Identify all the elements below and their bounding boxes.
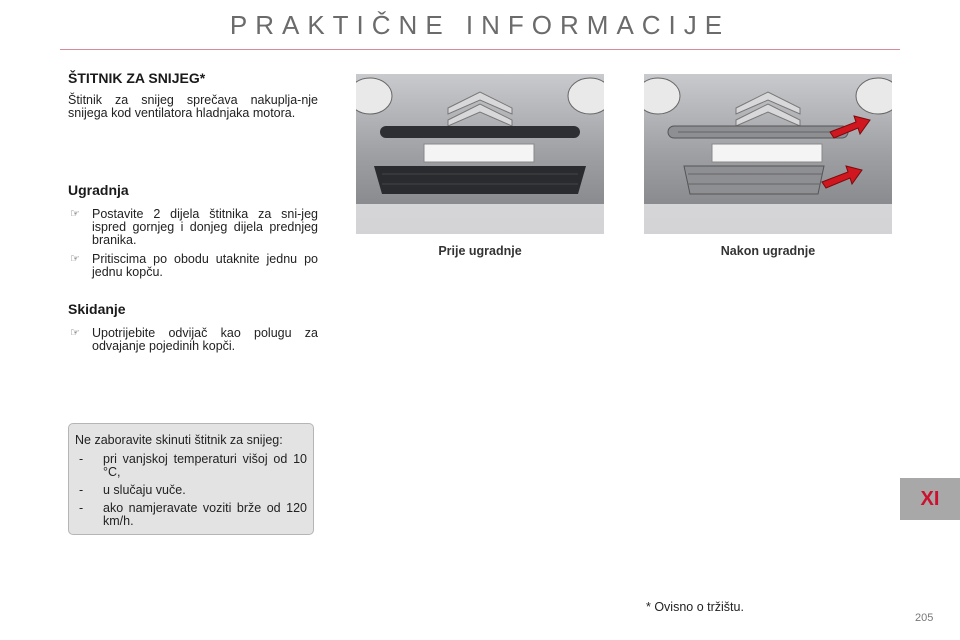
list-item: - pri vanjskoj temperaturi višoj od 10 °C, — [79, 452, 307, 479]
hand-pointer-icon: ☞ — [70, 208, 80, 220]
after-install-photo — [644, 74, 892, 234]
list-item: ☞ Postavite 2 dijela štitnika za sni-jeg ispred gornjeg i donjeg dijela prednjeg branika. — [70, 207, 318, 247]
footnote: * Ovisno o tržištu. — [646, 600, 744, 614]
hand-pointer-icon: ☞ — [70, 253, 80, 265]
page-title: PRAKTIČNE INFORMACIJE — [229, 10, 731, 40]
chapter-tab[interactable]: XI — [900, 478, 960, 520]
text-column — [68, 70, 318, 359]
install-list — [68, 208, 318, 279]
list-item: ☞ Pritiscima po obodu utaknite jednu po jednu kopču. — [70, 252, 318, 279]
list-item: - ako namjeravate voziti brže od 120 km/h. — [79, 501, 307, 528]
note-title: Ne zaboravite skinuti štitnik za snijeg: — [75, 433, 283, 447]
before-install-photo — [356, 74, 604, 234]
section-title: ŠTITNIK ZA SNIJEG* — [68, 70, 206, 86]
before-caption: Prije ugradnje — [438, 244, 522, 258]
install-heading: Ugradnja — [68, 182, 129, 198]
header-divider — [60, 49, 900, 50]
note-list — [75, 453, 307, 528]
reminder-note — [68, 423, 314, 535]
list-item: ☞ Upotrijebite odvijač kao polugu za odvajanje pojedinih kopči. — [70, 326, 318, 353]
list-item: - u slučaju vuče. — [79, 483, 186, 497]
after-caption: Nakon ugradnje — [720, 244, 816, 258]
remove-list — [68, 327, 318, 353]
remove-heading: Skidanje — [68, 301, 126, 317]
intro-paragraph: Štitnik za snijeg sprečava nakuplja-nje snijega kod ventilatora hladnjaka motora. — [68, 93, 318, 120]
hand-pointer-icon: ☞ — [70, 327, 80, 339]
page-number: 205 — [915, 612, 934, 624]
